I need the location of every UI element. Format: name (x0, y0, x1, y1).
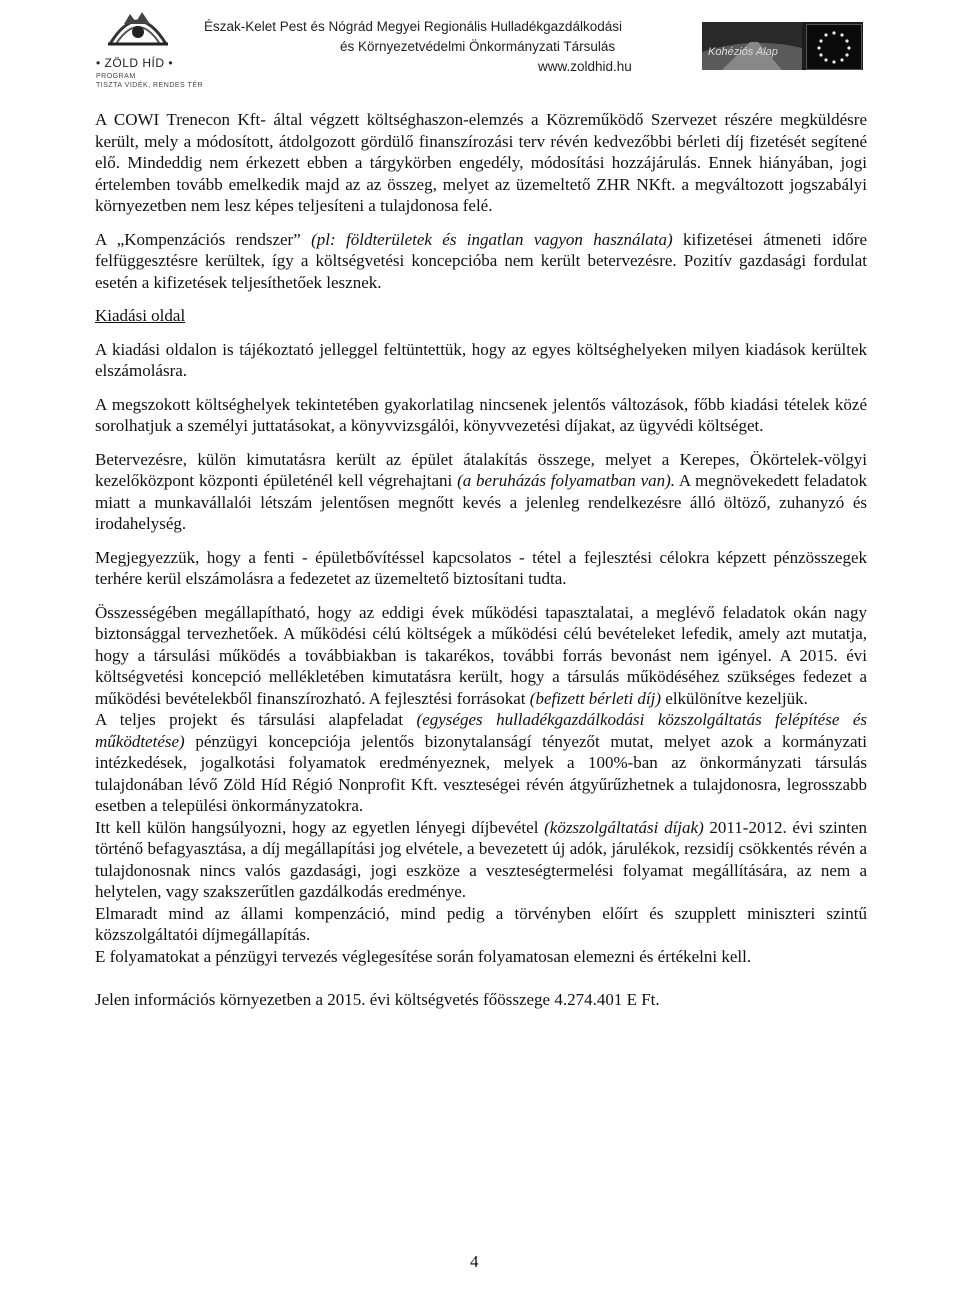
org-line-1: Észak-Kelet Pest és Nógrád Megyei Regionális Hulladékgazdálkodási (204, 19, 622, 34)
org-line-2: és Környezetvédelmi Önkormányzati Társulás (340, 39, 616, 54)
paragraph-expenditure-intro: A kiadási oldalon is tájékoztató jelleggel feltüntettük, hogy az egyes költséghelyeken milyen kiadások kerültek elszámolásra. (95, 339, 867, 380)
paragraph-development-funds: Megjegyezzük, hogy a fenti - épületbővítéssel kapcsolatos - tétel a fejlesztési célokra képzett pénzösszegek terhére kerül elszámolásra a fedezetet az üzemeltető biztosítani tudta. (95, 547, 867, 588)
organization-name (204, 17, 694, 77)
eu-stars-icon (807, 25, 861, 69)
logo-text: • ZÖLD HÍD • (96, 56, 174, 70)
paragraph-fee-freeze: Itt kell külön hangsúlyozni, hogy az egyetlen lényegi díjbevétel (közszolgáltatási díjak) 2011-2012. évi szinten történő befagyasztása, a díj megállapítási jog elvétele, a bevezetett új adók, járulékok, rezsidíj csökkentés révén a tulajdonosnak nincs valós gazdasági, jogi eszköze a veszteségtermelési folyamat megállítására, az nem a helytelen, vagy szakszerűtlen gazdálkodás eredménye. (95, 817, 867, 901)
paragraph-compensation-system: A „Kompenzációs rendszer” (pl: földterületek és ingatlan vagyon használata) kifizetései átmeneti időre felfüggesztésre kerültek, így a költségvetési koncepcióba nem került betervezésre. Pozitív gazdasági fordulat esetén a kifizetések teljesíthetőek lesznek. (95, 229, 868, 292)
org-url: www.zoldhid.hu (538, 59, 632, 74)
paragraph-planning-process: E folyamatokat a pénzügyi tervezés véglegesítése során folyamatosan elemezni és értékelni kell. (95, 946, 752, 966)
paragraph-building-renovation: Betervezésre, külön kimutatásra került az épület átalakítás összege, melyet a Kerepes, Ökörtelek-völgyi kezelőközpont központi épületénél kell végrehajtani (a beruházás folyamatban van). A megnövekedett feladatok miatt a munkavállalói létszám jelentősen megnőtt kevés a jelenleg rendelkezésre álló öltöző, zuhanyzó és irodahelység. (95, 449, 867, 533)
paragraph-project-uncertainty: A teljes projekt és társulási alapfeladat (egységes hulladékgazdálkodási közszolgáltatás felépítése és működtetése) pénzügyi koncepciója jelentős bizonytalanságí tényezőt mutat, melyet azok a kormányzati intézkedések, jogalkotási folyamatok eredményeznek, melyek a 100%-ban az önkormányzati társulás tulajdonában lévő Zöld Híd Régió Nonprofit Kft. veszteségei révén átgyűrűzhetnek a tulajdonosra, legrosszabb esetben a települési önkormányzatokra. (95, 710, 867, 815)
logo-subtext: PROGRAM TISZTA VIDÉK, RENDES TÉR (96, 73, 204, 89)
paragraph-state-compensation: Elmaradt mind az állami kompenzáció, mind pedig a törvényben előírt és szupplett miniszteri szintű közszolgáltatói díjmegállapítás. (95, 903, 867, 944)
page-number: 4 (470, 1252, 479, 1271)
banner-caption: Kohéziós Alap (708, 46, 778, 58)
paragraph-cost-centers: A megszokott költséghelyek tekintetében gyakorlatilag nincsenek jelentős változások, főbb kiadási tételek közé sorolhatjuk a személyi juttatásokat, a könyvvizsgálói, könyvvezetési díjakat, az ügyvédi költséget. (95, 394, 867, 435)
paragraph-cowi-analysis: A COWI Trenecon Kft- által végzett költséghaszon-elemzés a Közreműködő Szervezet részére megküldésre került, mely a módosított, átdolgozott gördülő finanszírozási terv révén kedvezőbbi bérleti díj fizetését segítené elő. Mindeddig nem érkezett ebben a tárgykörben engedély, módosítási hozzájárulás. Ennek hiányában, jogi értelemben tovább emelkedik majd az az összeg, melyet az üzemeltető ZHR NKft. a megváltozott jogszabályi környezetben nem lesz képes teljesíteni a tulajdonosa felé. (95, 110, 867, 215)
eu-flag (806, 24, 862, 70)
paragraph-budget-total: Jelen információs környezetben a 2015. évi költségvetés főösszege 4.274.401 E Ft. (95, 990, 660, 1009)
section-heading-expenditure: Kiadási oldal (95, 306, 186, 325)
paragraph-summary: Összességében megállapítható, hogy az eddigi évek működési tapasztalatai, a meglévő feladatok okán nagy biztonsággal tervezhetőek. A működési célú költségek a működési célú bevételeket lefedik, amely azt mutatja, hogy a társulási működés a továbbiakban is takarékos, további forrás bevonást nem igényel. A 2015. évi költségvetési koncepció mellékletében kimutatásra került, hogy a társulás működéséhez szükséges fedezet a működési bevételekből finanszírozható. A fejlesztési forrásokat (befizett bérleti díj) elkülönítve kezeljük. (95, 602, 867, 708)
bridge-logo-icon (106, 4, 170, 56)
document-header (0, 0, 960, 100)
cohesion-fund-banner (702, 22, 863, 70)
zold-hid-logo (92, 4, 204, 94)
document-body (95, 109, 867, 1011)
